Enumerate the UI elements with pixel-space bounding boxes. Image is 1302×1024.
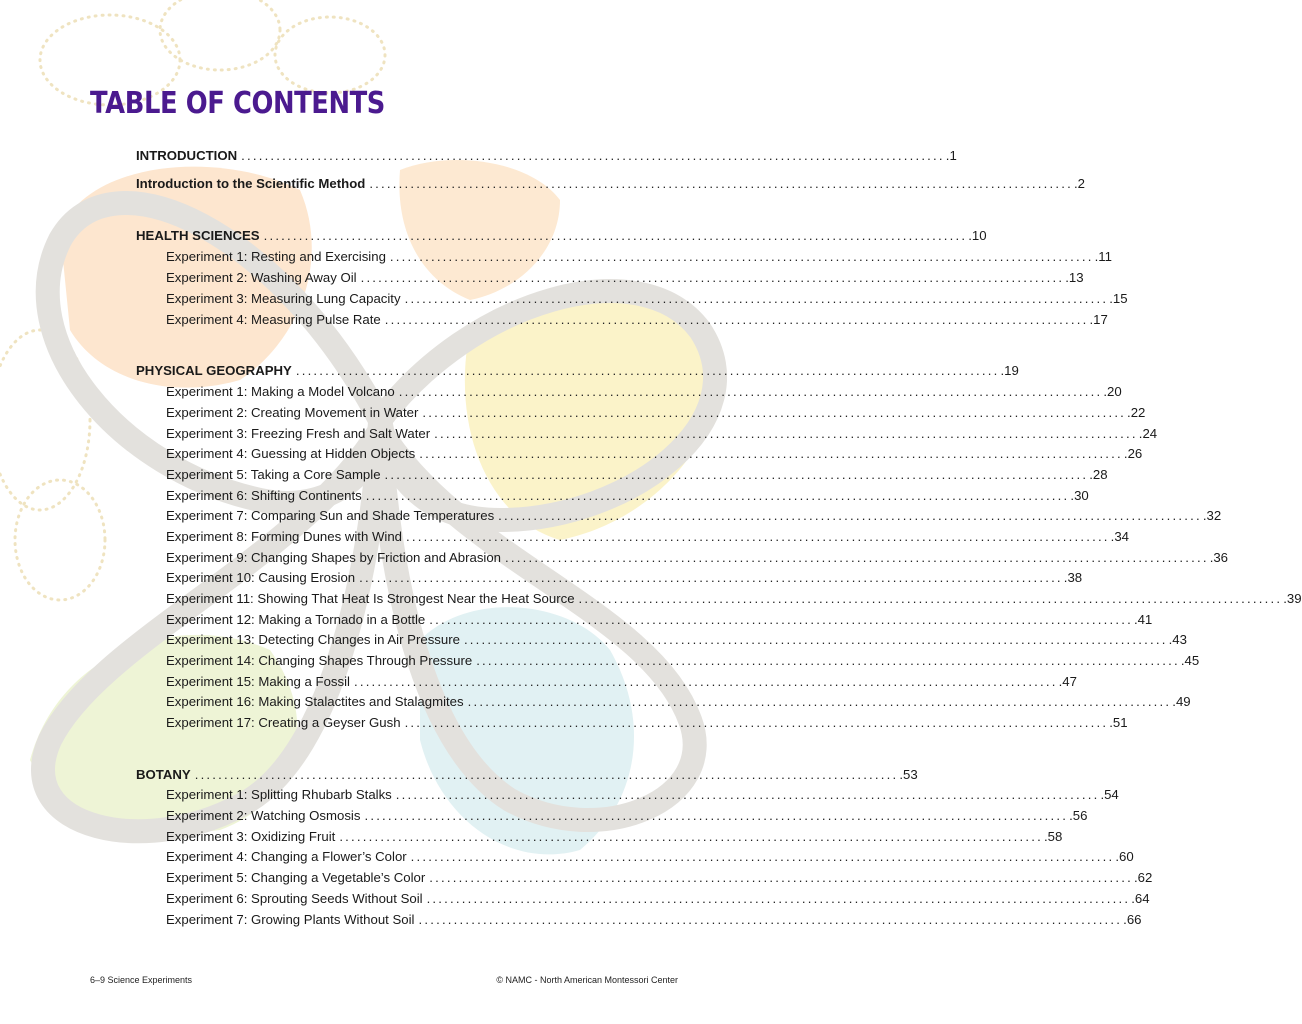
toc-entry-label: Experiment 2: Washing Away Oil xyxy=(166,270,357,285)
dot-leader: ........................................................................................................................ xyxy=(578,591,1283,606)
toc-page-number: .15 xyxy=(1109,291,1128,306)
toc-entry xyxy=(166,445,1143,463)
dot-leader: ........................................................................................................................ xyxy=(295,363,1000,378)
toc-page-number: .49 xyxy=(1172,694,1191,709)
dot-leader: ........................................................................................................................ xyxy=(389,249,1094,264)
toc-entry xyxy=(166,311,1108,329)
toc-entry xyxy=(166,290,1128,308)
toc-entry-label: Experiment 3: Freezing Fresh and Salt Water xyxy=(166,426,431,441)
toc-page-number: .26 xyxy=(1123,446,1143,461)
toc-entry-label: Experiment 1: Resting and Exercising xyxy=(166,249,386,264)
toc-entry-label: INTRODUCTION xyxy=(136,148,238,163)
toc-entry-label: Experiment 4: Guessing at Hidden Objects xyxy=(166,446,416,461)
toc-entry-label: Experiment 6: Shifting Continents xyxy=(166,488,362,503)
dot-leader: ........................................................................................................................ xyxy=(429,870,1133,885)
toc-entry-label: Experiment 7: Comparing Sun and Shade Temperatures xyxy=(166,508,495,523)
dot-leader: ........................................................................................................................ xyxy=(476,653,1180,668)
toc-page-number: .58 xyxy=(1043,829,1063,844)
toc-page-number: .53 xyxy=(899,767,918,782)
toc-page-number: .36 xyxy=(1209,550,1229,565)
dot-leader: ........................................................................................................................ xyxy=(434,426,1138,441)
toc-page-number: .22 xyxy=(1127,405,1146,420)
dot-leader: ........................................................................................................................ xyxy=(263,228,968,243)
dot-leader: ........................................................................................................................ xyxy=(467,694,1172,709)
toc-entry xyxy=(166,590,1302,608)
toc-page-number: .32 xyxy=(1202,508,1222,523)
toc-entry xyxy=(166,890,1150,908)
dot-leader: ........................................................................................................................ xyxy=(241,148,945,163)
toc-entry-label: Experiment 6: Sprouting Seeds Without Soil xyxy=(166,891,423,906)
toc-page-number: .62 xyxy=(1133,870,1153,885)
toc-entry xyxy=(166,652,1200,670)
toc-entry xyxy=(166,828,1063,846)
toc-entry xyxy=(166,269,1084,287)
toc-entry-label: BOTANY xyxy=(136,767,191,782)
dot-leader: ........................................................................................................................ xyxy=(406,529,1110,544)
dot-leader: ........................................................................................................................ xyxy=(419,446,1123,461)
toc-entry-label: Experiment 1: Splitting Rhubarb Stalks xyxy=(166,787,392,802)
toc-page-number: .43 xyxy=(1168,632,1187,647)
toc-entry-label: Experiment 2: Creating Movement in Water xyxy=(166,405,419,420)
toc-page-number: .60 xyxy=(1115,849,1134,864)
dot-leader: ........................................................................................................................ xyxy=(365,488,1070,503)
dot-leader: ........................................................................................................................ xyxy=(359,570,1063,585)
dot-leader: ........................................................................................................................ xyxy=(398,384,1103,399)
toc-entry-label: Experiment 1: Making a Model Volcano xyxy=(166,384,395,399)
toc-entry xyxy=(166,611,1153,629)
toc-entry xyxy=(166,807,1088,825)
toc-entry xyxy=(166,714,1128,732)
footer-book-title: 6–9 Science Experiments xyxy=(90,975,193,985)
toc-entry xyxy=(166,528,1130,546)
toc-entry-label: Experiment 10: Causing Erosion xyxy=(166,570,356,585)
toc-page-number: .2 xyxy=(1073,176,1085,191)
toc-page-number: .64 xyxy=(1131,891,1150,906)
dot-leader: ........................................................................................................................ xyxy=(422,405,1127,420)
toc-entry-label: Experiment 3: Oxidizing Fruit xyxy=(166,829,336,844)
toc-intro-entry xyxy=(136,147,957,165)
toc-entry-label: Experiment 14: Changing Shapes Through Pressure xyxy=(166,653,473,668)
toc-entry xyxy=(166,549,1229,567)
toc-entry-label: HEALTH SCIENCES xyxy=(136,228,260,243)
toc-entry-label: Experiment 15: Making a Fossil xyxy=(166,674,350,689)
dot-leader: ........................................................................................................................ xyxy=(384,312,1089,327)
toc-section-heading xyxy=(136,362,1019,380)
dot-leader: ........................................................................................................................ xyxy=(463,632,1168,647)
toc-entry-label: Introduction to the Scientific Method xyxy=(136,176,366,191)
toc-intro-entry xyxy=(136,175,1085,193)
dot-leader: ........................................................................................................................ xyxy=(339,829,1043,844)
toc-page-number: .45 xyxy=(1180,653,1200,668)
toc-entry xyxy=(166,786,1119,804)
dot-leader: ........................................................................................................................ xyxy=(364,808,1069,823)
toc-page-number: .10 xyxy=(968,228,987,243)
toc-page-number: .30 xyxy=(1070,488,1089,503)
toc-entry xyxy=(166,248,1112,266)
toc-page-number: .19 xyxy=(1000,363,1019,378)
toc-page-number: .54 xyxy=(1100,787,1119,802)
dot-leader: ........................................................................................................................ xyxy=(384,467,1089,482)
toc-page-number: .56 xyxy=(1069,808,1088,823)
toc-entry xyxy=(166,848,1134,866)
toc-page-number: .13 xyxy=(1065,270,1084,285)
toc-entry xyxy=(166,673,1077,691)
toc-page-number: .24 xyxy=(1138,426,1158,441)
toc-entry xyxy=(166,404,1146,422)
toc-entry-label: Experiment 17: Creating a Geyser Gush xyxy=(166,715,401,730)
toc-page-number: .39 xyxy=(1283,591,1302,606)
toc-page-number: .51 xyxy=(1109,715,1128,730)
dot-leader: ........................................................................................................................ xyxy=(404,715,1109,730)
page-title: TABLE OF CONTENTS xyxy=(90,86,385,121)
toc-entry xyxy=(166,383,1122,401)
toc-entry-label: Experiment 11: Showing That Heat Is Strongest Near the Heat Source xyxy=(166,591,575,606)
dot-leader: ........................................................................................................................ xyxy=(353,674,1058,689)
toc-page-number: .41 xyxy=(1133,612,1153,627)
toc-page-number: .20 xyxy=(1103,384,1122,399)
dot-leader: ........................................................................................................................ xyxy=(498,508,1202,523)
toc-entry-label: Experiment 4: Measuring Pulse Rate xyxy=(166,312,381,327)
toc-entry-label: Experiment 8: Forming Dunes with Wind xyxy=(166,529,402,544)
toc-entry xyxy=(166,693,1191,711)
toc-entry-label: Experiment 9: Changing Shapes by Friction and Abrasion xyxy=(166,550,502,565)
toc-page-number: .11 xyxy=(1094,249,1112,264)
toc-section-heading xyxy=(136,227,987,245)
dot-leader: ........................................................................................................................ xyxy=(194,767,899,782)
toc-entry xyxy=(166,631,1187,649)
toc-entry-label: Experiment 16: Making Stalactites and Stalagmites xyxy=(166,694,464,709)
toc-entry-label: Experiment 5: Changing a Vegetable’s Color xyxy=(166,870,426,885)
dot-leader: ........................................................................................................................ xyxy=(505,550,1209,565)
dot-leader: ........................................................................................................................ xyxy=(395,787,1100,802)
toc-section-heading xyxy=(136,766,918,784)
toc-entry-label: PHYSICAL GEOGRAPHY xyxy=(136,363,292,378)
dot-leader: ........................................................................................................................ xyxy=(360,270,1065,285)
dot-leader: ........................................................................................................................ xyxy=(429,612,1133,627)
toc-entry xyxy=(166,911,1142,929)
toc-entry-label: Experiment 3: Measuring Lung Capacity xyxy=(166,291,401,306)
dot-leader: ........................................................................................................................ xyxy=(369,176,1073,191)
toc-entry xyxy=(166,487,1089,505)
toc-entry xyxy=(166,425,1158,443)
toc-page-number: .66 xyxy=(1123,912,1142,927)
toc-entry xyxy=(166,869,1153,887)
toc-entry-label: Experiment 5: Taking a Core Sample xyxy=(166,467,381,482)
toc-entry-label: Experiment 7: Growing Plants Without Soil xyxy=(166,912,415,927)
dot-leader: ........................................................................................................................ xyxy=(404,291,1109,306)
dot-leader: ........................................................................................................................ xyxy=(426,891,1131,906)
toc-entry-label: Experiment 2: Watching Osmosis xyxy=(166,808,361,823)
toc-page-number: .38 xyxy=(1063,570,1083,585)
dot-leader: ........................................................................................................................ xyxy=(418,912,1123,927)
toc-entry xyxy=(166,466,1108,484)
toc-page-number: .34 xyxy=(1110,529,1130,544)
toc-entry xyxy=(166,507,1222,525)
toc-entry-label: Experiment 13: Detecting Changes in Air Pressure xyxy=(166,632,460,647)
toc-page-number: .1 xyxy=(945,148,957,163)
toc-entry-label: Experiment 12: Making a Tornado in a Bottle xyxy=(166,612,426,627)
dot-leader: ........................................................................................................................ xyxy=(410,849,1115,864)
toc-entry-label: Experiment 4: Changing a Flower’s Color xyxy=(166,849,407,864)
toc-entry xyxy=(166,569,1083,587)
toc-page-number: .47 xyxy=(1058,674,1077,689)
footer-copyright: © NAMC - North American Montessori Center xyxy=(496,975,678,985)
toc-page-number: .17 xyxy=(1089,312,1108,327)
toc-page-number: .28 xyxy=(1089,467,1108,482)
